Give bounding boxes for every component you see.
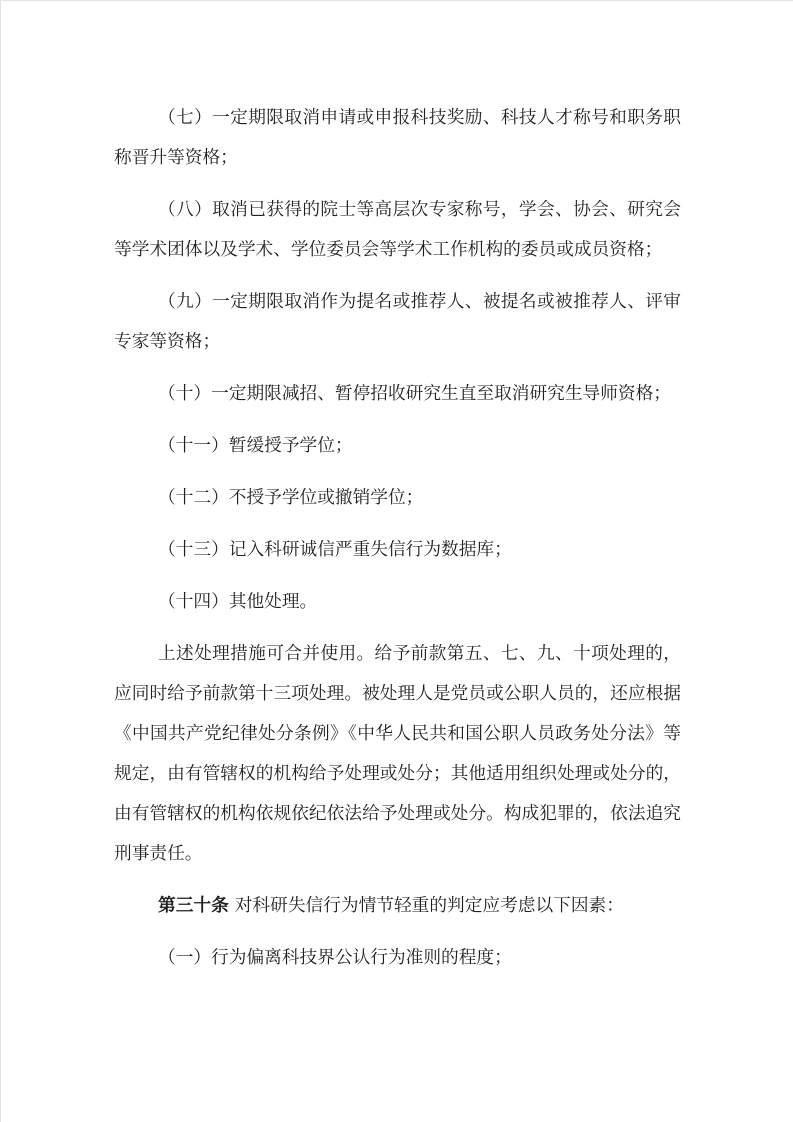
- paragraph: （十四）其他处理。: [158, 591, 318, 611]
- article-paragraph: 第三十条 对科研失信行为情节轻重的判定应考虑以下因素：: [158, 895, 624, 915]
- paragraph: 上述处理措施可合并使用。给予前款第五、七、九、十项处理的，应同时给予前款第十三项处理。被处理人是党员或公职人员的，还应根据《中国共产党纪律处分条例》《中华人民共和国公职人员政务处分法》等规定，由有管辖权的机构给予处理或处分；其他适用组织处理或处分的，由有管辖权的机构依规依纪依法给予处理或处分。构成犯罪的，依法追究刑事责任。: [114, 643, 681, 863]
- paragraph: （十）一定期限减招、暂停招收研究生直至取消研究生导师资格；: [158, 383, 671, 403]
- paragraph: （十三）记入科研诚信严重失信行为数据库；: [158, 539, 512, 559]
- paragraph: （一）行为偏离科技界公认行为准则的程度；: [158, 947, 512, 967]
- paragraph: （十二）不授予学位或撤销学位；: [158, 487, 424, 507]
- paragraph: （九）一定期限取消作为提名或推荐人、被提名或被推荐人、评审专家等资格；: [114, 291, 681, 351]
- paragraph: （七）一定期限取消申请或申报科技奖励、科技人才称号和职务职称晋升等资格；: [114, 107, 681, 167]
- paragraph: （十一）暂缓授予学位；: [158, 435, 353, 455]
- document-content: [114, 97, 681, 989]
- article-number: 第三十条: [158, 895, 229, 915]
- paragraph: （八）取消已获得的院士等高层次专家称号，学会、协会、研究会等学术团体以及学术、学位委员会等学术工作机构的委员或成员资格；: [114, 199, 681, 259]
